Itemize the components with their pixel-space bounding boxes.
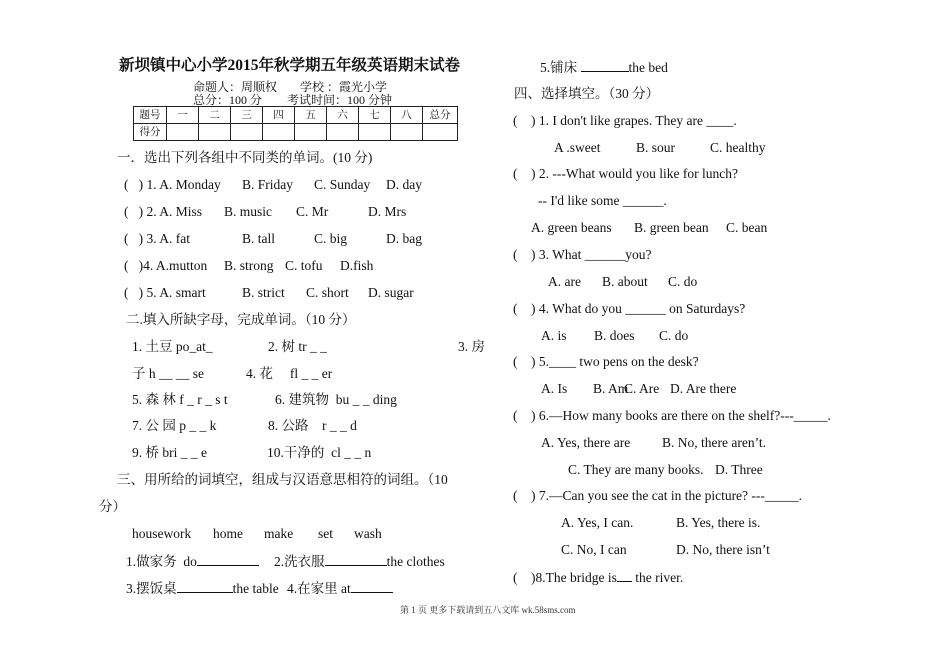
s4-q5-option: D. Are there: [670, 381, 737, 396]
page-footer: 第 1 页 更多下载请到五八文库 wk.58sms.com: [400, 605, 576, 615]
section1-heading: 一．选出下列各组中不同类的单词。(10 分): [117, 150, 373, 165]
s4-q7-option: D. No, there isn’t: [676, 542, 770, 557]
score-input-cell: [327, 124, 359, 141]
section3-heading: 三、用所给的词填空，组成与汉语意思相符的词组。（10: [117, 472, 448, 487]
s4-q4: ( ) 4. What do you ______ on Saturdays?: [513, 301, 746, 316]
s4-q6-option: D. Three: [715, 462, 763, 477]
s4-q2-option: B. green bean: [634, 220, 709, 235]
s3-q5-blank[interactable]: [581, 59, 629, 72]
s2-item-7: 7. 公 园 p _ _ k: [132, 418, 217, 433]
s4-q4-option: C. do: [659, 328, 689, 343]
s4-q8-suffix: the river.: [631, 570, 684, 585]
s1-q1-option-b: B. Friday: [242, 177, 294, 192]
s1-q3-option-c: C. big: [314, 231, 348, 246]
s3-q5-text: 5.铺床: [540, 60, 581, 75]
total-score-line: 总分：100 分: [193, 93, 263, 107]
exam-title: 新坝镇中心小学2015年秋学期五年级英语期末试卷: [119, 57, 461, 74]
s3-q1-blank[interactable]: [197, 553, 259, 566]
s4-q3-option: B. about: [602, 274, 648, 289]
s3-q3-blank[interactable]: [177, 580, 233, 593]
s1-q2-option-c: C. Mr: [296, 204, 329, 219]
s1-q1-option-d: D. day: [386, 177, 422, 192]
s1-q2-option-d: D. Mrs: [368, 204, 407, 219]
score-input-cell: [359, 124, 391, 141]
s1-q4-option-d: D.fish: [340, 258, 374, 273]
s4-q6-option: A. Yes, there are: [541, 435, 631, 450]
s2-item-9: 9. 桥 bri _ _ e: [132, 445, 207, 460]
s3-q3: [126, 580, 279, 597]
score-cell: 三: [231, 107, 263, 124]
s2-item-2: 2. 树 tr _ _: [268, 339, 327, 354]
s4-q4-option: B. does: [594, 328, 635, 343]
s2-item-3-end: 子 h __ __ se: [132, 366, 204, 381]
s1-q4-stem: ( )4. A.mutton: [124, 258, 208, 273]
s4-q7-option: C. No, I can: [561, 542, 627, 557]
score-cell: 五: [295, 107, 327, 124]
s4-q8-blank[interactable]: [617, 569, 632, 582]
s1-q5-option-d: D. sugar: [368, 285, 414, 300]
author-line: 命题人：周顺权: [193, 80, 278, 94]
s4-q3-option: C. do: [668, 274, 698, 289]
s3-q3-suffix: the table: [232, 581, 279, 596]
score-cell: 总分: [423, 107, 458, 124]
word-bank-item: wash: [354, 526, 382, 541]
score-cell: 六: [327, 107, 359, 124]
s2-item-5: 5. 森 林 f _ r _ s t: [132, 392, 228, 407]
score-table-header-row: [134, 107, 458, 124]
s3-q4-text: 4.在家里 at: [287, 581, 351, 596]
s1-q3-stem: ( ) 3. A. fat: [124, 231, 190, 246]
s4-q1-option: B. sour: [636, 140, 676, 155]
s4-q5-option: B. Am: [593, 381, 629, 396]
s4-q1-option: C. healthy: [710, 140, 766, 155]
s4-q7: ( ) 7.—Can you see the cat in the picture? ---_____.: [513, 488, 803, 503]
s4-q1: ( ) 1. I don't like grapes. They are ____.: [513, 113, 737, 128]
score-cell: 二: [199, 107, 231, 124]
word-bank-item: home: [213, 526, 243, 541]
score-cell: 七: [359, 107, 391, 124]
s3-q2-text: 2.洗衣服: [274, 554, 325, 569]
s1-q4-option-b: B. strong: [224, 258, 274, 273]
s2-item-6: 6. 建筑物 bu _ _ ding: [275, 392, 397, 407]
score-input-cell: [295, 124, 327, 141]
score-input-cell: [263, 124, 295, 141]
score-input-cell: [391, 124, 423, 141]
s4-q6: ( ) 6.—How many books are there on the shelf?---_____.: [513, 408, 831, 423]
s1-q5-stem: ( ) 5. A. smart: [124, 285, 206, 300]
s4-q5-option: A. Is: [541, 381, 568, 396]
s3-q5-suffix: the bed: [628, 60, 668, 75]
s3-q4-blank[interactable]: [351, 580, 393, 593]
s1-q5-option-c: C. short: [306, 285, 349, 300]
score-input-cell: [167, 124, 199, 141]
score-cell: 四: [263, 107, 295, 124]
s2-item-3-start: 3. 房: [458, 339, 485, 354]
score-input-cell: [423, 124, 458, 141]
s1-q2-stem: ( ) 2. A. Miss: [124, 204, 203, 219]
s2-item-10: 10.干净的 cl _ _ n: [267, 445, 372, 460]
s4-q6-option: C. They are many books.: [568, 462, 704, 477]
s1-q3-option-b: B. tall: [242, 231, 275, 246]
s2-item-4: 4. 花 fl _ _ er: [246, 366, 333, 381]
score-cell: 八: [391, 107, 423, 124]
s4-q7-option: A. Yes, I can.: [561, 515, 634, 530]
s4-q2-option: A. green beans: [531, 220, 612, 235]
s4-q7-option: B. Yes, there is.: [676, 515, 761, 530]
score-cell: 一: [167, 107, 199, 124]
s1-q4-option-c: C. tofu: [285, 258, 323, 273]
section3-heading-cont: 分）: [99, 499, 126, 514]
s1-q5-option-b: B. strict: [242, 285, 285, 300]
s3-q3-text: 3.摆饭桌: [126, 581, 177, 596]
section4-heading: 四、选择填空。（30 分）: [514, 86, 660, 101]
score-cell: 得分: [134, 124, 167, 141]
s3-q2: [274, 553, 445, 570]
score-table: [133, 106, 458, 141]
section2-heading: 二.填入所缺字母，完成单词。（10 分）: [126, 312, 356, 327]
s3-q2-suffix: the clothes: [386, 554, 445, 569]
school-line: 学校 ：霞光小学: [300, 80, 388, 94]
s3-q2-blank[interactable]: [325, 553, 387, 566]
exam-time-line: 考试时间：100 分钟: [287, 93, 393, 107]
word-bank-item: set: [318, 526, 333, 541]
s4-q6-option: B. No, there aren’t.: [662, 435, 766, 450]
score-input-cell: [199, 124, 231, 141]
s4-q3: ( ) 3. What ______you?: [513, 247, 652, 262]
s4-q8: [513, 569, 683, 586]
score-cell: 题号: [134, 107, 167, 124]
s3-q1-text: 1.做家务 do: [126, 554, 197, 569]
s2-item-1: 1. 土豆 po_at_: [132, 339, 213, 354]
s3-q1: [126, 553, 259, 570]
s4-q3-option: A. are: [548, 274, 581, 289]
s4-q4-option: A. is: [541, 328, 567, 343]
s4-q2-reply: -- I'd like some ______.: [538, 193, 667, 208]
s4-q5: ( ) 5.____ two pens on the desk?: [513, 354, 699, 369]
s1-q1-stem: ( ) 1. A. Monday: [124, 177, 221, 192]
s4-q2-option: C. bean: [726, 220, 768, 235]
word-bank-item: make: [264, 526, 294, 541]
score-input-cell: [231, 124, 263, 141]
s3-q5: [540, 59, 668, 76]
word-bank-item: housework: [132, 526, 192, 541]
s4-q8-text: ( )8.The bridge is: [513, 570, 617, 585]
s4-q2: ( ) 2. ---What would you like for lunch?: [513, 166, 738, 181]
s4-q5-option: C. Are: [624, 381, 660, 396]
s3-q4: [287, 580, 393, 597]
score-table-score-row: [134, 124, 458, 141]
s2-item-8: 8. 公路 r _ _ d: [268, 418, 357, 433]
s1-q3-option-d: D. bag: [386, 231, 422, 246]
s1-q1-option-c: C. Sunday: [314, 177, 371, 192]
s1-q2-option-b: B. music: [224, 204, 273, 219]
s4-q1-option: A .sweet: [554, 140, 601, 155]
